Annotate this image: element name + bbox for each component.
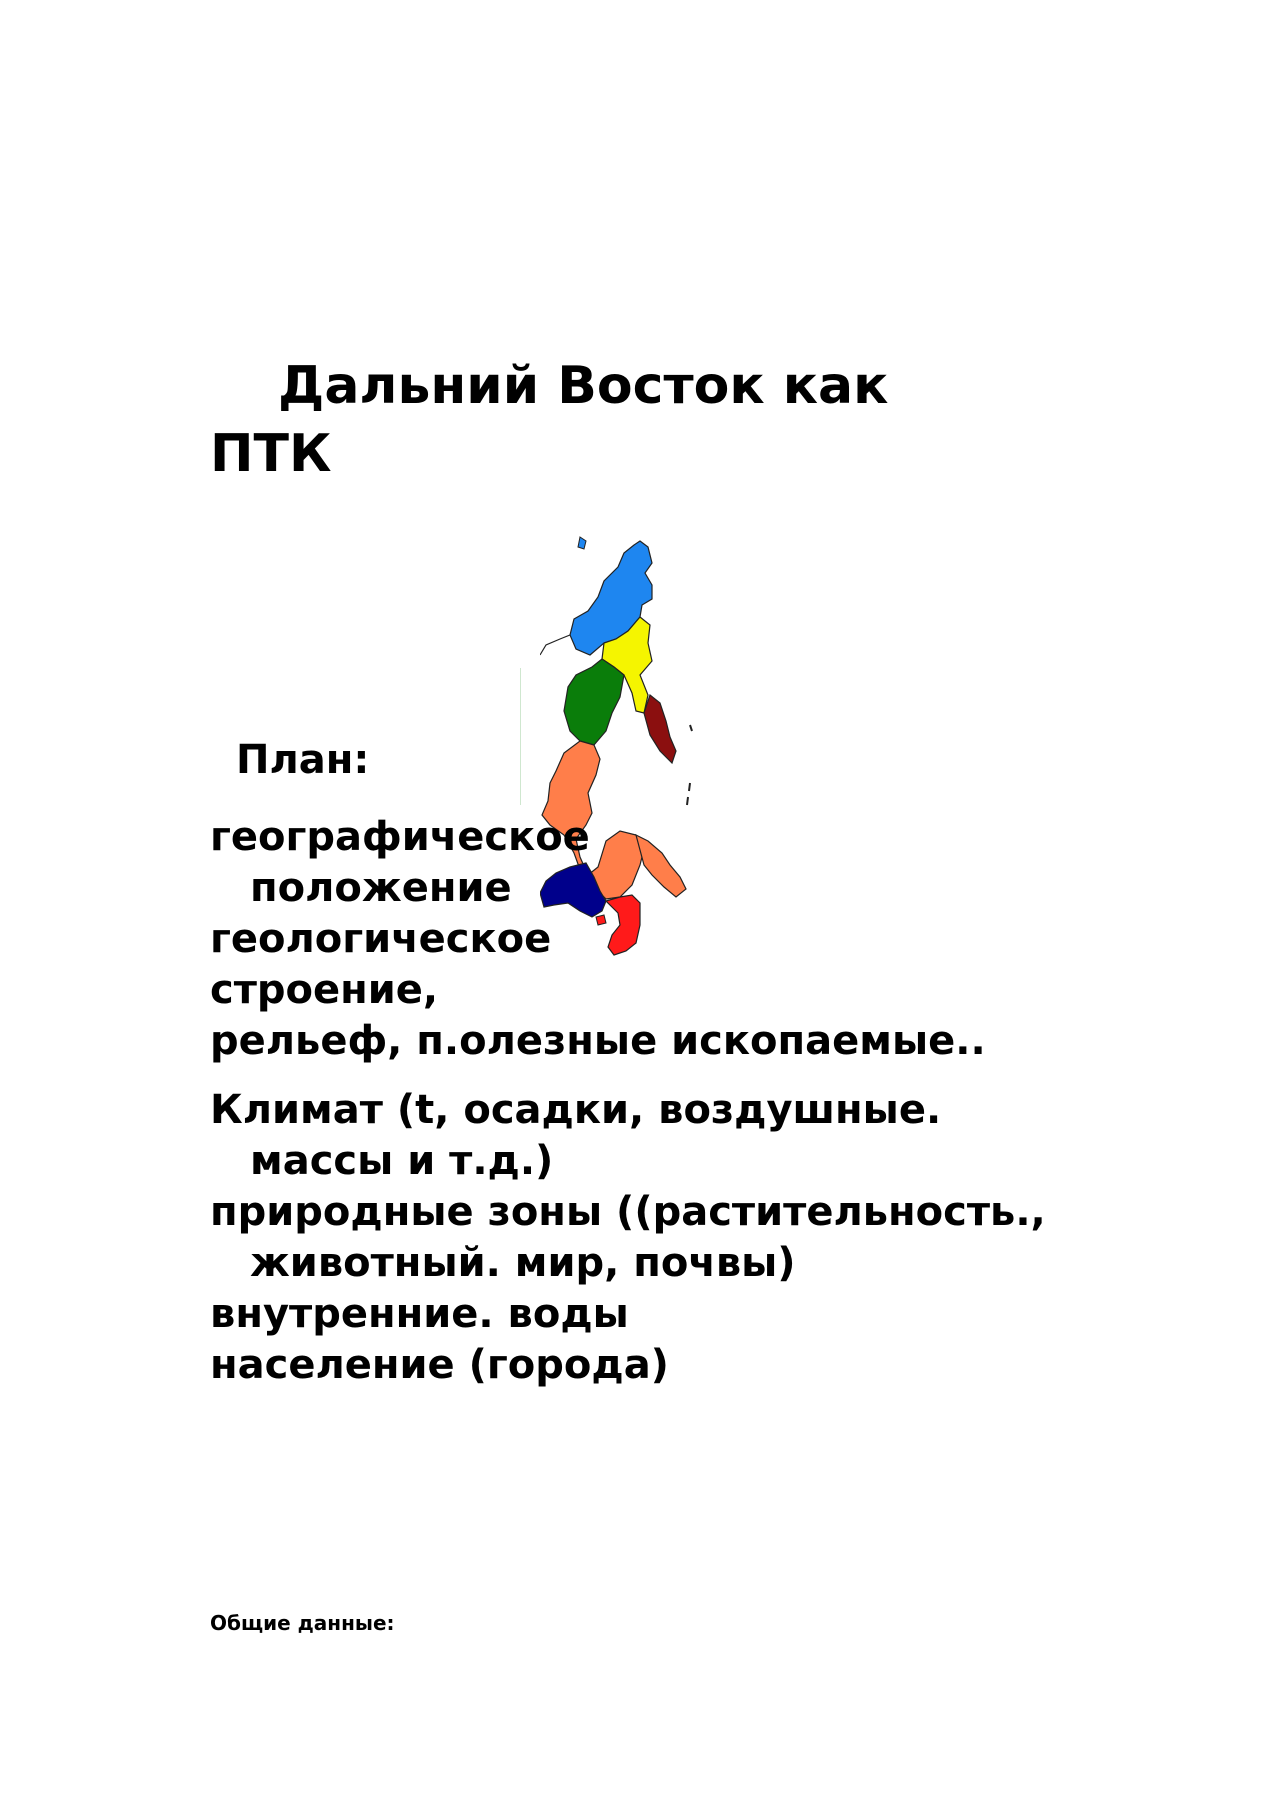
plan-item-geographic-position: географическое положение [210,814,590,911]
map-region-centre [564,659,624,745]
plan-item-inland-waters: внутренние. воды [210,1291,629,1337]
map-region-kamchatka [644,695,676,763]
general-data-label: Общие данные: [210,1611,395,1635]
plan-item-relief-minerals: рельеф, п.олезные ископаемые.. [210,1018,986,1064]
plan-item-natural-zones: природные зоны ((растительность., животный. мир, почвы) [210,1189,1046,1286]
plan-heading: План: [236,737,370,783]
plan-item-population: население (города) [210,1342,669,1388]
plan-item-geologic-structure: геологическое строение, [210,916,552,1013]
page-title: Дальний Восток как ПТК [210,356,889,484]
map-region-north-cape [578,537,586,549]
map-coast-line [540,635,570,655]
plan-list [210,812,1080,1391]
map-kurils [687,725,692,805]
plan-item-climate: Климат (t, осадки, воздушные. массы и т.д.) [210,1087,942,1184]
divider-line [520,668,521,805]
